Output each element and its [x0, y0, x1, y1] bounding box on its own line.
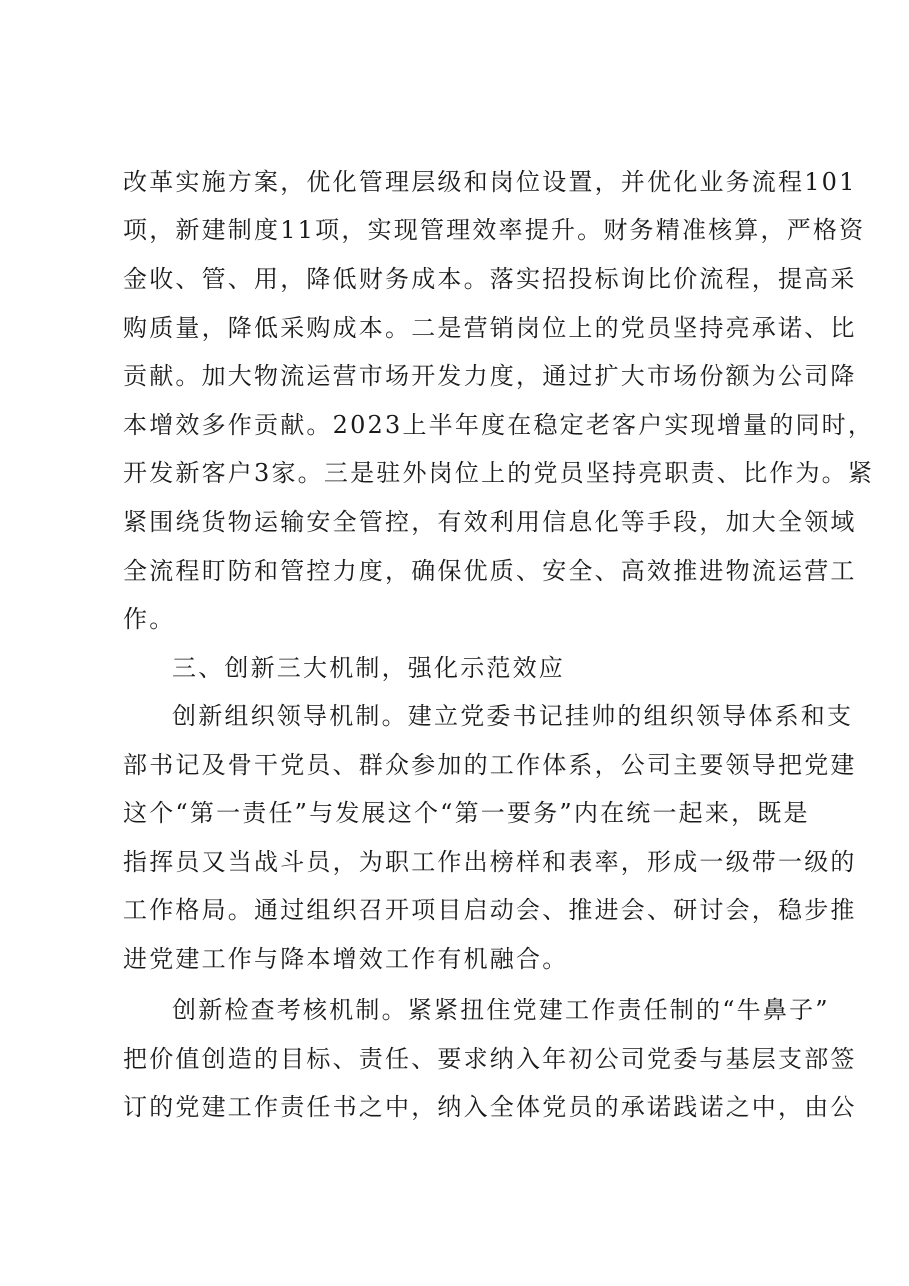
paragraph-line: 改革实施方案，优化管理层级和岗位设置，并优化业务流程101 [123, 168, 857, 196]
paragraph-first-line: 创新检查考核机制。紧紧扭住党建工作责任制的“牛鼻子” [172, 996, 830, 1024]
paragraph-line: 进党建工作与降本增效工作有机融合。 [123, 945, 569, 973]
paragraph-line: 作。 [123, 605, 176, 633]
paragraph-line: 贡献。加大物流运营市场开发力度，通过扩大市场份额为公司降 [123, 362, 857, 390]
paragraph-line: 工作格局。通过组织召开项目启动会、推进会、研讨会，稳步推 [123, 896, 857, 924]
paragraph-line: 项，新建制度11项，实现管理效率提升。财务精准核算，严格资 [123, 216, 866, 244]
paragraph-first-line: 创新组织领导机制。建立党委书记挂帅的组织领导体系和支 [172, 702, 854, 730]
section-heading: 三、创新三大机制，强化示范效应 [172, 654, 565, 682]
paragraph-line: 金收、管、用，降低财务成本。落实招投标询比价流程，提高采 [123, 265, 857, 293]
paragraph-line: 开发新客户3家。三是驻外岗位上的党员坚持亮职责、比作为。紧 [123, 459, 875, 487]
paragraph-line: 全流程盯防和管控力度，确保优质、安全、高效推进物流运营工 [123, 557, 857, 585]
paragraph-line: 订的党建工作责任书之中，纳入全体党员的承诺践诺之中，由公 [123, 1093, 857, 1121]
paragraph-line: 本增效多作贡献。2023上半年度在稳定老客户实现增量的同时， [123, 411, 875, 439]
paragraph-line: 购质量，降低采购成本。二是营销岗位上的党员坚持亮承诺、比 [123, 314, 857, 342]
paragraph-line: 指挥员又当战斗员，为职工作出榜样和表率，形成一级带一级的 [123, 848, 857, 876]
paragraph-line: 部书记及骨干党员、群众参加的工作体系，公司主要领导把党建 [123, 751, 857, 779]
paragraph-line: 这个“第一责任”与发展这个“第一要务”内在统一起来，既是 [123, 799, 810, 827]
paragraph-line: 把价值创造的目标、责任、要求纳入年初公司党委与基层支部签 [123, 1045, 857, 1073]
paragraph-line: 紧围绕货物运输安全管控，有效利用信息化等手段，加大全领域 [123, 508, 857, 536]
